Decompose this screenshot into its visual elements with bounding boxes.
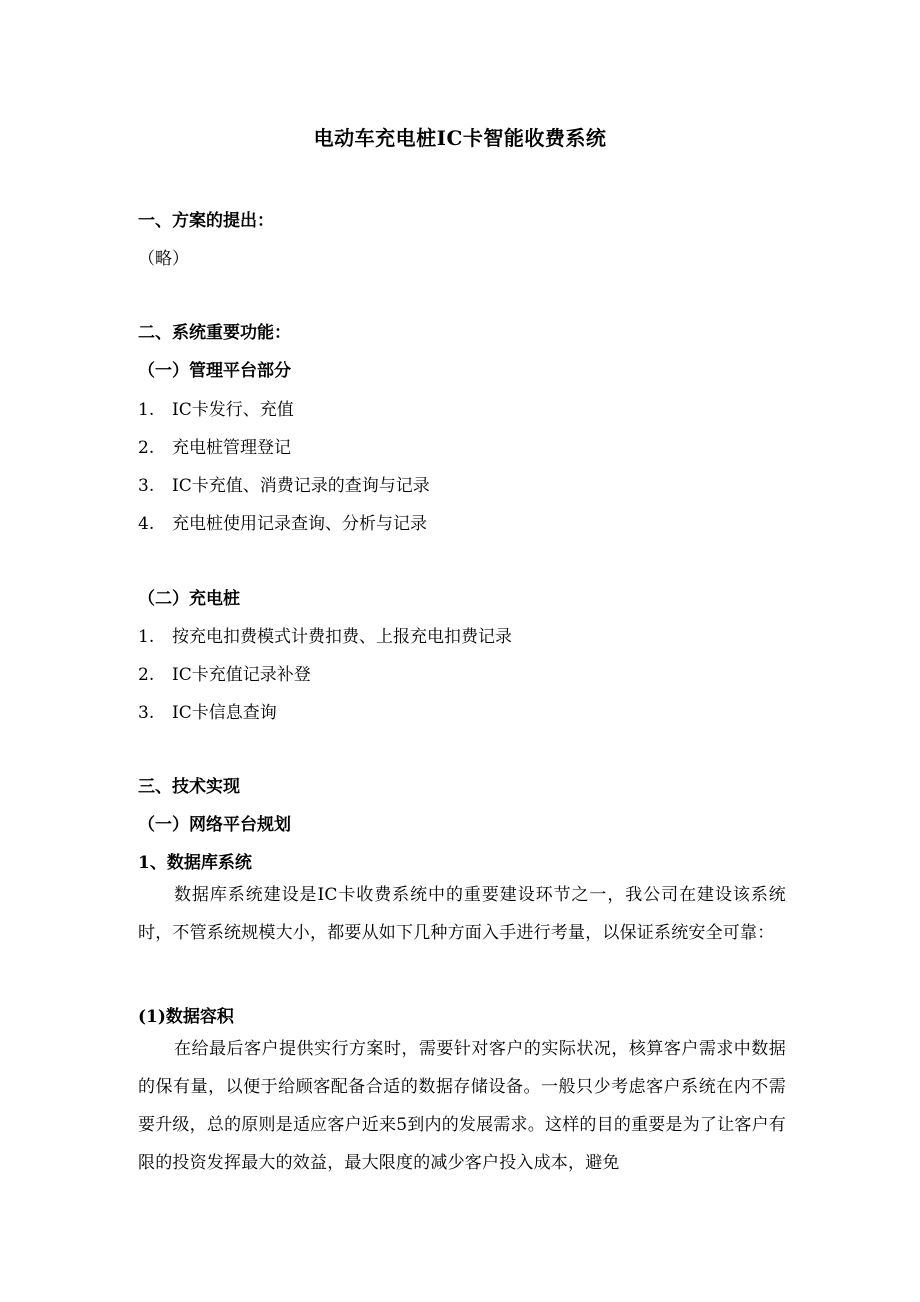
list-item-number: 3. (138, 703, 155, 723)
section-heading-3: 三、技术实现 (138, 777, 240, 797)
paragraph-data-capacity: 在给最后客户提供实行方案时，需要针对客户的实际状况，核算客户需求中数据的保有量，以便于给顾客配备合适的数据存储设备。一般只少考虑客户系统在内不需要升级，总的原则是适应客户近来5到内的发展需求。这样的目的重要是为了让客户有限的投资发挥最大的效益，最大限度的减少客户投入成本，避免 (138, 1039, 786, 1173)
list-item-text: 按充电扣费模式计费扣费、上报充电扣费记录 (172, 627, 512, 647)
list-item-text: 充电桩使用记录查询、分析与记录 (172, 514, 427, 534)
list-item-text: IC卡信息查询 (172, 703, 277, 723)
list-item-number: 4. (138, 514, 155, 534)
list-item (138, 471, 430, 496)
list-item-number: 1. (138, 400, 155, 420)
list-item (138, 509, 427, 534)
list-item-number: 2. (138, 438, 155, 458)
document-title: 电动车充电桩IC卡智能收费系统 (313, 126, 607, 150)
list-item-text: IC卡发行、充值 (172, 400, 294, 420)
list-item (138, 660, 311, 685)
subsection-heading-network-platform: （一）网络平台规划 (138, 815, 291, 835)
list-item (138, 433, 291, 458)
list-item-number: 3. (138, 476, 155, 496)
point-heading-data-capacity: (1)数据容积 (138, 1007, 234, 1027)
subsection-heading-charging-pile: （二）充电桩 (138, 589, 240, 609)
list-item (138, 395, 294, 420)
list-item (138, 622, 512, 647)
list-item-text: 充电桩管理登记 (172, 438, 291, 458)
paragraph-database-system: 数据库系统建设是IC卡收费系统中的重要建设环节之一，我公司在建设该系统时，不管系统规模大小，都要从如下几种方面入手进行考量，以保证系统安全可靠： (138, 885, 786, 943)
list-item-number: 1. (138, 627, 155, 647)
item-heading-database-system: 1、数据库系统 (138, 853, 252, 873)
list-item-number: 2. (138, 665, 155, 685)
subsection-heading-management-platform: （一）管理平台部分 (138, 361, 291, 381)
list-item-text: IC卡充值记录补登 (172, 665, 311, 685)
section-1-body: （略） (138, 249, 189, 269)
section-heading-1: 一、方案的提出： (138, 211, 274, 231)
list-item (138, 698, 277, 723)
list-item-text: IC卡充值、消费记录的查询与记录 (172, 476, 430, 496)
section-heading-2: 二、系统重要功能： (138, 323, 291, 343)
